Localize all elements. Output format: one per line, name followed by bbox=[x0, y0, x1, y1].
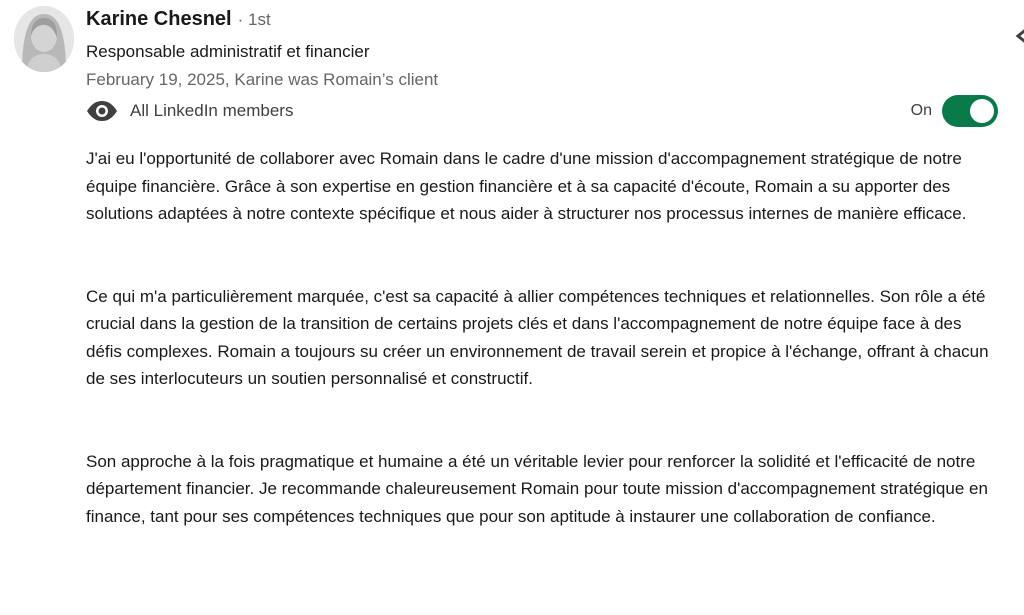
connection-degree: · 1st bbox=[237, 10, 271, 29]
author-name[interactable]: Karine Chesnel bbox=[86, 8, 232, 30]
author-row bbox=[86, 8, 1004, 38]
toggle-label: On bbox=[910, 102, 932, 119]
recommendation-paragraph: Ce qui m'a particulièrement marquée, c'est sa capacité à allier compétences techniques et relationnelles. Son rôle a été crucial dans la gestion de la transition de certains projets clés et dans l'accompagnement de notre équipe face à des défis complexes. Romain a toujours su créer un environnement de travail serein et propice à l'échange, offrant à chacun de ses interlocuteurs un soutien personnalisé et constructif. bbox=[86, 286, 989, 388]
visibility-row bbox=[86, 96, 998, 126]
author-headline: Responsable administratif et financier bbox=[86, 42, 370, 61]
cursor-edge-icon bbox=[1014, 26, 1024, 46]
toggle-knob bbox=[970, 99, 994, 123]
eye-icon bbox=[86, 100, 118, 122]
recommendation-paragraph: J'ai eu l'opportunité de collaborer avec Romain dans le cadre d'une mission d'accompagnement stratégique de notre équipe financière. Grâce à son expertise en gestion financière et à sa capacité d'écoute, Romain a su apporter des solutions adaptées à notre contexte spécifique et nous aider à structurer nos processus internes de manière efficace. bbox=[86, 149, 967, 223]
visibility-toggle[interactable] bbox=[942, 95, 998, 127]
recommendation-header bbox=[86, 8, 1004, 94]
relationship-text: February 19, 2025, Karine was Romain’s client bbox=[86, 70, 439, 89]
recommendation-paragraph: Son approche à la fois pragmatique et humaine a été un véritable levier pour renforcer la solidité et l'efficacité de notre département financier. Je recommande chaleureusement Romain pour toute mission d'accompagnement stratégique en finance, tant pour ses compétences techniques que pour son aptitude à instaurer une collaboration de confiance. bbox=[86, 451, 988, 526]
recommendation-text bbox=[86, 145, 994, 530]
avatar-photo bbox=[14, 6, 74, 72]
visibility-label: All LinkedIn members bbox=[130, 101, 294, 120]
avatar[interactable] bbox=[14, 6, 74, 72]
